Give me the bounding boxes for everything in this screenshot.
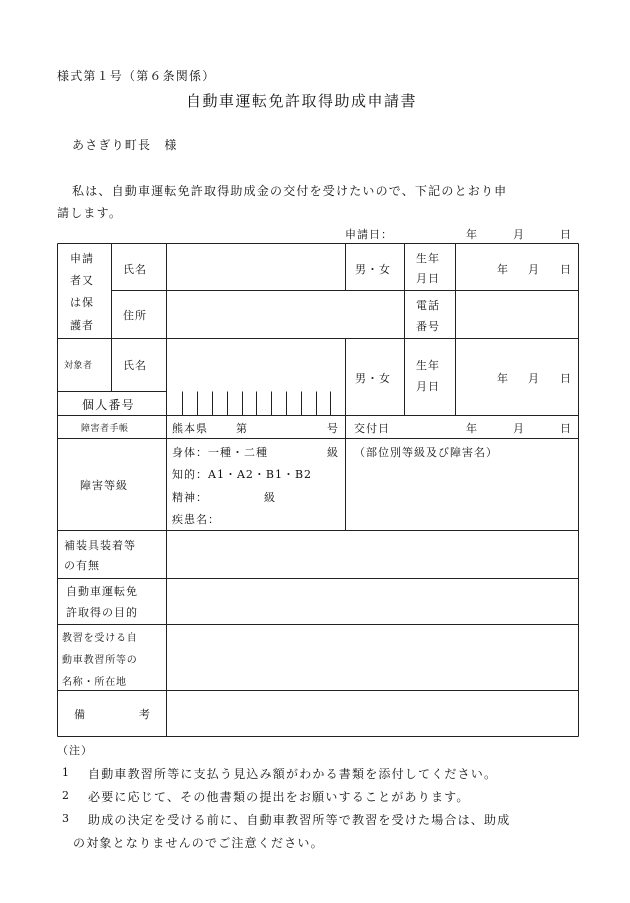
handbook-number-prefix: 第 [236, 422, 248, 435]
applicant-group-label-1: 申請 [70, 252, 94, 265]
handbook-label: 障害者手帳 [81, 424, 129, 434]
school-label-3: 名称・所在地 [62, 677, 127, 688]
subject-birth-day: 日 [560, 372, 572, 385]
handbook-issue-day: 日 [560, 422, 572, 435]
note-3-text-continued: の対象となりませんのでご注意ください。 [73, 836, 324, 850]
applicant-gender[interactable]: 男・女 [355, 263, 391, 276]
applicant-name-field[interactable] [167, 244, 345, 290]
handbook-issue-year: 年 [466, 422, 478, 435]
disability-grade-label: 障害等級 [80, 479, 128, 492]
remarks-field[interactable] [167, 691, 578, 736]
applicant-group-label-3: は保 [70, 296, 94, 309]
remarks-label-left: 備 [74, 708, 86, 721]
school-label-2: 動車教習所等の [62, 655, 138, 666]
equipment-field[interactable] [167, 531, 578, 578]
subject-birth-month: 月 [528, 372, 540, 385]
notes-heading: （注） [57, 744, 93, 757]
application-date-year: 年 [466, 228, 478, 241]
form-number: 様式第１号（第６条関係） [57, 69, 216, 83]
subject-group-label: 対象者 [64, 361, 93, 371]
applicant-name-label: 氏名 [123, 263, 147, 276]
intro-text-line1: 私は、自動車運転免許取得助成金の交付を受けたいので、下記のとおり申 [72, 184, 508, 198]
purpose-label-2: 許取得の目的 [66, 606, 138, 619]
note-2-text: 必要に応じて、その他書類の提出をお願いすることがあります。 [88, 790, 470, 804]
application-date-label: 申請日： [345, 228, 393, 241]
applicant-birth-day: 日 [560, 263, 572, 276]
handbook-issue-month: 月 [513, 422, 525, 435]
subject-birth-year: 年 [497, 372, 509, 385]
applicant-birth-label-2: 月日 [416, 272, 440, 285]
driving-school-field[interactable] [167, 625, 578, 690]
handbook-number-suffix: 号 [327, 422, 339, 435]
purpose-field[interactable] [167, 579, 578, 624]
remarks-label-right: 考 [139, 708, 151, 721]
applicant-group-label-2: 者又 [70, 274, 94, 287]
note-3-number: 3 [62, 812, 70, 825]
disability-disease: 疾患名： [172, 513, 220, 526]
disability-detail-label: （部位別等級及び障害名） [354, 446, 498, 459]
application-date-day: 日 [560, 228, 572, 241]
note-3-text: 助成の決定を受ける前に、自動車教習所等で教習を受けた場合は、助成 [88, 813, 511, 827]
disability-physical-grade: 級 [327, 446, 339, 459]
school-label-1: 教習を受ける自 [62, 633, 138, 644]
applicant-group-label-4: 護者 [70, 319, 94, 332]
equipment-label-2: の有無 [64, 559, 100, 572]
applicant-birth-month: 月 [528, 263, 540, 276]
applicant-address-field[interactable] [167, 291, 404, 338]
applicant-address-label: 住所 [123, 309, 147, 322]
note-2-number: 2 [62, 789, 70, 802]
equipment-label-1: 補装具装着等 [64, 539, 136, 552]
applicant-birth-year: 年 [497, 263, 509, 276]
subject-gender[interactable]: 男・女 [355, 372, 391, 385]
applicant-phone-label-2: 番号 [416, 320, 440, 333]
application-date-month: 月 [513, 228, 525, 241]
applicant-birth-label-1: 生年 [416, 252, 440, 265]
addressee: あさぎり町長 様 [72, 138, 178, 152]
handbook-issue-date-label: 交付日 [354, 422, 390, 435]
note-1-text: 自動車教習所等に支払う見込み額がわかる書類を添付してください。 [88, 767, 498, 781]
intro-text-line2: 請します。 [57, 206, 123, 220]
subject-birth-label-1: 生年 [416, 359, 440, 372]
subject-name-label: 氏名 [123, 359, 147, 372]
handbook-prefecture: 熊本県 [172, 422, 208, 435]
note-1-number: 1 [62, 766, 70, 779]
applicant-phone-field[interactable] [456, 291, 578, 338]
subject-id-number-label: 個人番号 [82, 398, 135, 412]
disability-mental-grade: 級 [264, 491, 276, 504]
subject-birth-label-2: 月日 [416, 380, 440, 393]
disability-mental: 精神： [172, 491, 208, 504]
form-title: 自動車運転免許取得助成申請書 [186, 92, 418, 110]
subject-name-field[interactable] [167, 339, 345, 391]
disability-intellectual[interactable]: 知的：A1・A2・B1・B2 [172, 468, 313, 481]
purpose-label-1: 自動車運転免 [66, 585, 138, 598]
applicant-phone-label-1: 電話 [416, 299, 440, 312]
disability-physical[interactable]: 身体：一種・二種 [172, 446, 268, 459]
